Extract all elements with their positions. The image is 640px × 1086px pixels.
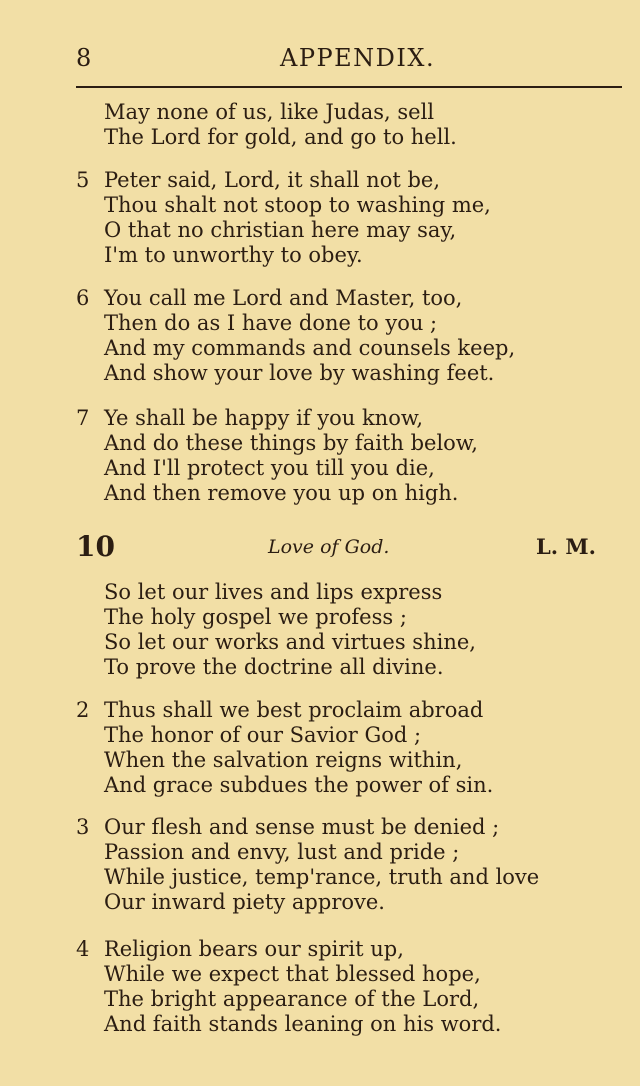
verse-line: May none of us, like Judas, sell bbox=[104, 100, 435, 124]
hymn-heading bbox=[0, 530, 640, 566]
verse-line: So let our lives and lips express bbox=[104, 580, 443, 604]
stanza-number: 6 bbox=[76, 286, 90, 310]
verse-line: And faith stands leaning on his word. bbox=[104, 1012, 502, 1036]
verse-line: And then remove you up on high. bbox=[104, 481, 459, 505]
hymn-title: Love of God. bbox=[268, 536, 390, 558]
page-header bbox=[0, 44, 640, 76]
verse-line: The holy gospel we profess ; bbox=[104, 605, 407, 629]
stanza-number: 4 bbox=[76, 937, 90, 961]
verse-line: The honor of our Savior God ; bbox=[104, 723, 422, 747]
page-number: 8 bbox=[76, 44, 92, 72]
verse-line: The Lord for gold, and go to hell. bbox=[104, 125, 457, 149]
verse-line: And grace subdues the power of sin. bbox=[104, 773, 494, 797]
verse-line: O that no christian here may say, bbox=[104, 218, 457, 242]
header-rule bbox=[76, 86, 622, 88]
verse-line: Ye shall be happy if you know, bbox=[104, 406, 424, 430]
verse-line: Our inward piety approve. bbox=[104, 890, 385, 914]
verse-line: Thou shalt not stoop to washing me, bbox=[104, 193, 491, 217]
hymn-number: 10 bbox=[76, 530, 115, 563]
verse-line: When the salvation reigns within, bbox=[104, 748, 463, 772]
hymn-meter: L. M. bbox=[536, 534, 596, 559]
verse-line: Our flesh and sense must be denied ; bbox=[104, 815, 500, 839]
verse-line: To prove the doctrine all divine. bbox=[104, 655, 444, 679]
stanza-number: 3 bbox=[76, 815, 90, 839]
verse-line: Peter said, Lord, it shall not be, bbox=[104, 168, 441, 192]
verse-line: While we expect that blessed hope, bbox=[104, 962, 481, 986]
verse-line: And show your love by washing feet. bbox=[104, 361, 495, 385]
verse-line: You call me Lord and Master, too, bbox=[104, 286, 463, 310]
stanza-number: 5 bbox=[76, 168, 90, 192]
stanza-number: 2 bbox=[76, 698, 90, 722]
page-title: APPENDIX. bbox=[280, 44, 436, 72]
verse-line: And do these things by faith below, bbox=[104, 431, 478, 455]
verse-line: Then do as I have done to you ; bbox=[104, 311, 438, 335]
verse-line: And I'll protect you till you die, bbox=[104, 456, 435, 480]
verse-line: Religion bears our spirit up, bbox=[104, 937, 404, 961]
verse-line: Thus shall we best proclaim abroad bbox=[104, 698, 484, 722]
verse-line: The bright appearance of the Lord, bbox=[104, 987, 480, 1011]
verse-line: I'm to unworthy to obey. bbox=[104, 243, 363, 267]
verse-line: So let our works and virtues shine, bbox=[104, 630, 476, 654]
stanza-number: 7 bbox=[76, 406, 90, 430]
verse-line: While justice, temp'rance, truth and love bbox=[104, 865, 540, 889]
verse-line: And my commands and counsels keep, bbox=[104, 336, 516, 360]
verse-line: Passion and envy, lust and pride ; bbox=[104, 840, 460, 864]
